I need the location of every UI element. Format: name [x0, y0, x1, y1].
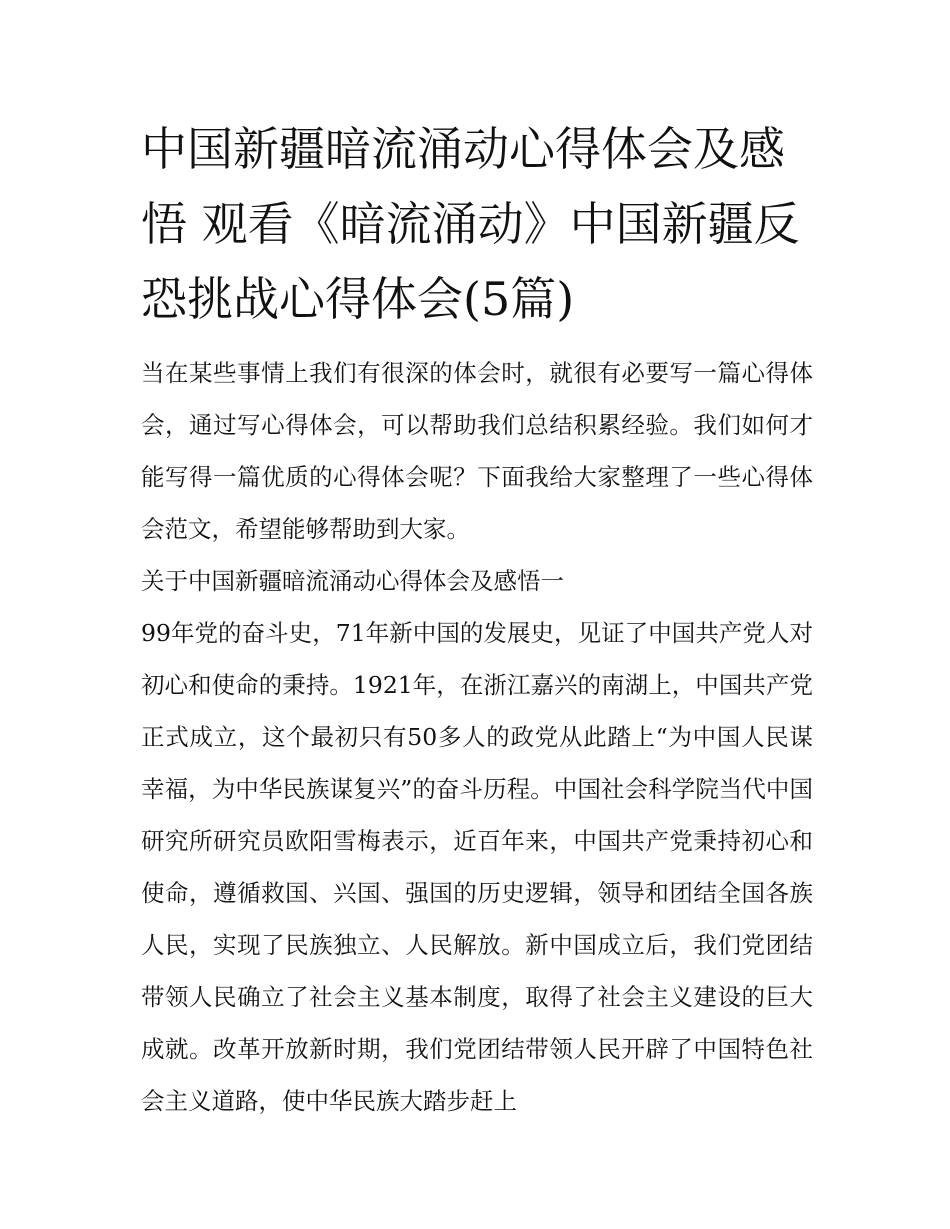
document-content — [141, 112, 813, 1127]
document-title: 中国新疆暗流涌动心得体会及感悟 观看《暗流涌动》中国新疆反恐挑战心得体会(5篇) — [141, 122, 800, 326]
document-body — [141, 347, 813, 1127]
intro-paragraph: 当在某些事情上我们有很深的体会时，就很有必要写一篇心得体会，通过写心得体会，可以帮助我们总结积累经验。我们如何才能写得一篇优质的心得体会呢？下面我给大家整理了一些心得体会范文，希望能够帮助到大家。 — [141, 359, 813, 543]
section-heading: 关于中国新疆暗流涌动心得体会及感悟一 — [141, 567, 564, 595]
section-body-paragraph: 99年党的奋斗史，71年新中国的发展史，见证了中国共产党人对初心和使命的秉持。1921年，在浙江嘉兴的南湖上，中国共产党正式成立，这个最初只有50多人的政党从此踏上“为中国人民谋幸福，为中华民族谋复兴”的奋斗历程。中国社会科学院当代中国研究所研究员欧阳雪梅表示，近百年来，中国共产党秉持初心和使命，遵循救国、兴国、强国的历史逻辑，领导和团结全国各族人民，实现了民族独立、人民解放。新中国成立后，我们党团结带领人民确立了社会主义基本制度，取得了社会主义建设的巨大成就。改革开放新时期，我们党团结带领人民开辟了中国特色社会主义道路，使中华民族大踏步赶上 — [141, 619, 813, 1115]
